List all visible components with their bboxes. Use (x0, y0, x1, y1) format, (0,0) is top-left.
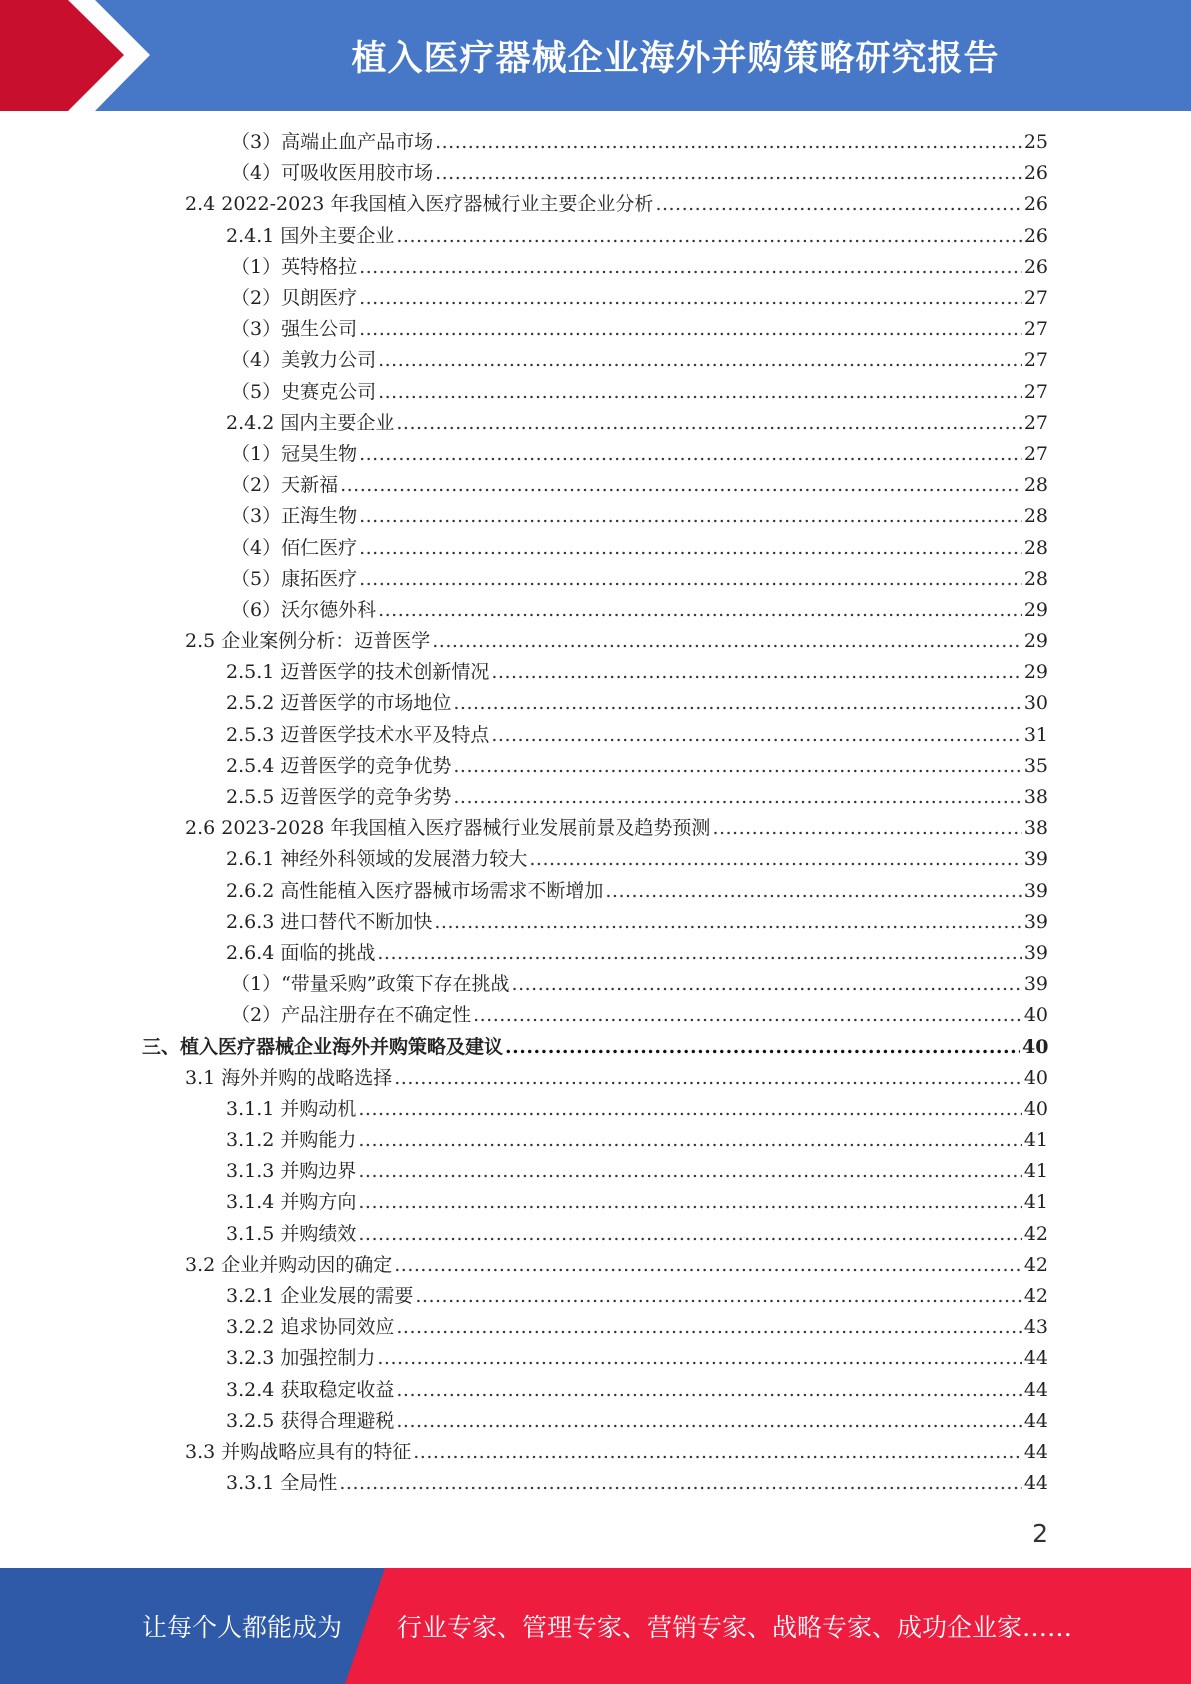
toc-entry[interactable] (0, 408, 1048, 439)
toc-entry[interactable] (0, 595, 1048, 626)
toc-entry-title: 2.4 2022-2023 年我国植入医疗器械行业主要企业分析 (185, 193, 654, 216)
toc-dot-leader (505, 1032, 1020, 1063)
toc-entry[interactable] (0, 1000, 1048, 1031)
toc-dot-leader (378, 345, 1022, 376)
toc-entry-page: 40 (1023, 1004, 1048, 1027)
toc-entry-page: 44 (1023, 1409, 1048, 1432)
toc-entry-page: 29 (1023, 661, 1048, 684)
report-footer (0, 1568, 1191, 1684)
toc-entry[interactable] (0, 1468, 1048, 1499)
toc-entry-page: 39 (1023, 848, 1048, 871)
toc-entry[interactable] (0, 626, 1048, 657)
toc-entry[interactable] (0, 782, 1048, 813)
toc-dot-leader (394, 1063, 1022, 1094)
toc-dot-leader (712, 813, 1021, 844)
header-arrow-decoration (0, 0, 160, 111)
footer-slogan-left: 让每个人都能成为 (142, 1613, 343, 1642)
toc-entry-page: 26 (1023, 255, 1048, 278)
toc-entry-title: 3.1.2 并购能力 (226, 1129, 357, 1152)
toc-entry-page: 42 (1023, 1222, 1048, 1245)
toc-dot-leader (491, 720, 1021, 751)
toc-entry-page: 27 (1023, 349, 1048, 372)
toc-entry[interactable] (0, 688, 1048, 719)
toc-entry-page: 38 (1023, 817, 1048, 840)
toc-entry-page: 44 (1023, 1440, 1048, 1463)
table-of-contents (0, 127, 1191, 1499)
toc-dot-leader (359, 314, 1022, 345)
toc-dot-leader (358, 1125, 1021, 1156)
toc-dot-leader (359, 439, 1022, 470)
toc-entry[interactable] (0, 564, 1048, 595)
toc-entry[interactable] (0, 189, 1048, 220)
toc-dot-leader (339, 1468, 1021, 1499)
toc-entry-page: 27 (1023, 318, 1048, 341)
toc-entry-page: 38 (1023, 786, 1048, 809)
toc-entry[interactable] (0, 1312, 1048, 1343)
toc-entry-page: 41 (1023, 1191, 1048, 1214)
toc-entry-title: 2.6.3 进口替代不断加快 (226, 910, 433, 933)
toc-entry-page: 44 (1023, 1347, 1048, 1370)
toc-entry[interactable] (0, 720, 1048, 751)
toc-dot-leader (453, 751, 1021, 782)
toc-entry[interactable] (0, 501, 1048, 532)
toc-dot-leader (434, 907, 1021, 938)
toc-entry[interactable] (0, 345, 1048, 376)
toc-entry-title: 3.1 海外并购的战略选择 (185, 1066, 393, 1089)
toc-entry[interactable] (0, 532, 1048, 563)
toc-entry-page: 40 (1023, 1066, 1048, 1089)
toc-dot-leader (378, 595, 1022, 626)
toc-entry-page: 41 (1023, 1160, 1048, 1183)
toc-entry[interactable] (0, 813, 1048, 844)
report-title: 植入医疗器械企业海外并购策略研究报告 (351, 38, 1000, 79)
toc-entry-page: 26 (1023, 162, 1048, 185)
toc-dot-leader (512, 969, 1022, 1000)
toc-entry-title: （3）强生公司 (231, 318, 358, 341)
toc-entry-title: 3.3 并购战略应具有的特征 (185, 1440, 412, 1463)
toc-entry[interactable] (0, 907, 1048, 938)
toc-dot-leader (358, 1156, 1021, 1187)
toc-entry-title: （4）可吸收医用胶市场 (231, 162, 434, 185)
toc-dot-leader (432, 626, 1022, 657)
toc-entry[interactable] (0, 657, 1048, 688)
toc-entry-title: 三、植入医疗器械企业海外并购策略及建议 (142, 1035, 504, 1058)
toc-entry-title: 3.3.1 全局性 (226, 1472, 338, 1495)
toc-entry-title: 2.6.1 神经外科领域的发展潜力较大 (226, 848, 528, 871)
toc-entry-page: 29 (1023, 598, 1048, 621)
toc-entry[interactable] (0, 938, 1048, 969)
toc-entry[interactable] (0, 1281, 1048, 1312)
toc-dot-leader (358, 1187, 1021, 1218)
toc-entry-page: 28 (1023, 567, 1048, 590)
report-header (0, 0, 1191, 111)
toc-entry[interactable] (0, 1250, 1048, 1281)
toc-entry-title: （4）美敦力公司 (231, 349, 377, 372)
toc-entry-title: 3.2.1 企业发展的需要 (226, 1285, 414, 1308)
toc-entry-page: 40 (1022, 1035, 1049, 1058)
toc-entry-page: 43 (1023, 1316, 1048, 1339)
toc-entry[interactable] (0, 1094, 1048, 1125)
toc-entry[interactable] (0, 1125, 1048, 1156)
toc-entry-page: 27 (1023, 411, 1048, 434)
toc-entry[interactable] (0, 1375, 1048, 1406)
toc-entry-page: 39 (1023, 910, 1048, 933)
toc-dot-leader (529, 844, 1021, 875)
toc-entry-title: 3.2.4 获取稳定收益 (226, 1378, 395, 1401)
toc-entry-page: 27 (1023, 380, 1048, 403)
toc-dot-leader (378, 377, 1022, 408)
toc-entry-page: 29 (1023, 630, 1048, 653)
toc-entry-page: 28 (1023, 536, 1048, 559)
toc-entry[interactable] (0, 127, 1048, 158)
toc-entry-title: （6）沃尔德外科 (231, 598, 377, 621)
toc-entry-page: 42 (1023, 1253, 1048, 1276)
toc-entry-page: 44 (1023, 1378, 1048, 1401)
toc-entry-page: 44 (1023, 1472, 1048, 1495)
toc-entry-title: （2）天新福 (231, 474, 339, 497)
toc-entry[interactable] (0, 751, 1048, 782)
toc-entry-page: 40 (1023, 1097, 1048, 1120)
toc-entry-page: 26 (1023, 224, 1048, 247)
toc-dot-leader (358, 1219, 1021, 1250)
toc-dot-leader (655, 189, 1021, 220)
toc-entry-page: 30 (1023, 692, 1048, 715)
toc-entry-title: 2.5.1 迈普医学的技术创新情况 (226, 661, 490, 684)
toc-entry-page: 35 (1023, 754, 1048, 777)
toc-entry-title: （3）高端止血产品市场 (231, 131, 434, 154)
toc-dot-leader (435, 158, 1022, 189)
toc-entry-title: 3.2.3 加强控制力 (226, 1347, 376, 1370)
toc-entry-title: 3.1.5 并购绩效 (226, 1222, 357, 1245)
toc-entry-title: （4）佰仁医疗 (231, 536, 358, 559)
toc-entry-page: 31 (1023, 723, 1048, 746)
toc-entry-page: 25 (1023, 131, 1048, 154)
toc-entry[interactable] (0, 283, 1048, 314)
toc-entry-title: 3.2 企业并购动因的确定 (185, 1253, 393, 1276)
toc-entry[interactable] (0, 844, 1048, 875)
toc-dot-leader (377, 1343, 1021, 1374)
toc-dot-leader (605, 876, 1021, 907)
toc-entry[interactable] (0, 1187, 1048, 1218)
toc-dot-leader (359, 564, 1022, 595)
toc-entry-page: 27 (1023, 442, 1048, 465)
toc-entry-title: 2.5 企业案例分析：迈普医学 (185, 630, 431, 653)
toc-entry-title: 2.5.5 迈普医学的竞争劣势 (226, 786, 452, 809)
toc-entry-title: （1）英特格拉 (231, 255, 358, 278)
toc-entry-title: 3.1.1 并购动机 (226, 1097, 357, 1120)
toc-entry-title: （2）产品注册存在不确定性 (231, 1004, 472, 1027)
toc-entry[interactable] (0, 1343, 1048, 1374)
toc-dot-leader (359, 501, 1022, 532)
toc-entry-title: 2.4.1 国外主要企业 (226, 224, 395, 247)
toc-entry-title: 2.4.2 国内主要企业 (226, 411, 395, 434)
toc-dot-leader (453, 782, 1021, 813)
toc-entry[interactable] (0, 1156, 1048, 1187)
toc-entry-page: 39 (1023, 941, 1048, 964)
toc-dot-leader (396, 1375, 1021, 1406)
toc-entry-page: 42 (1023, 1285, 1048, 1308)
toc-entry[interactable] (0, 158, 1048, 189)
toc-dot-leader (396, 1312, 1021, 1343)
toc-entry[interactable] (0, 1406, 1048, 1437)
toc-dot-leader (396, 408, 1021, 439)
toc-entry-page: 41 (1023, 1129, 1048, 1152)
toc-dot-leader (359, 252, 1022, 283)
toc-dot-leader (491, 657, 1021, 688)
toc-entry[interactable] (0, 876, 1048, 907)
toc-entry[interactable] (0, 470, 1048, 501)
toc-entry-title: 2.6.4 面临的挑战 (226, 941, 376, 964)
toc-entry-title: （2）贝朗医疗 (231, 287, 358, 310)
toc-dot-leader (358, 1094, 1021, 1125)
toc-entry-title: （5）康拓医疗 (231, 567, 358, 590)
toc-entry[interactable] (0, 1219, 1048, 1250)
toc-entry[interactable] (0, 1031, 1048, 1062)
toc-dot-leader (340, 470, 1022, 501)
toc-dot-leader (435, 127, 1022, 158)
toc-dot-leader (396, 1406, 1021, 1437)
toc-entry-title: 2.6 2023-2028 年我国植入医疗器械行业发展前景及趋势预测 (185, 817, 711, 840)
toc-entry-title: （1）冠昊生物 (231, 442, 358, 465)
toc-entry-page: 28 (1023, 505, 1048, 528)
toc-entry[interactable] (0, 969, 1048, 1000)
toc-entry-title: 3.2.2 追求协同效应 (226, 1316, 395, 1339)
toc-dot-leader (396, 221, 1021, 252)
toc-dot-leader (394, 1250, 1022, 1281)
toc-dot-leader (359, 533, 1022, 564)
toc-dot-leader (359, 283, 1022, 314)
toc-entry-page: 39 (1023, 973, 1048, 996)
page-number: 2 (1032, 1519, 1048, 1548)
footer-slogan-right: 行业专家、管理专家、营销专家、战略专家、成功企业家…… (397, 1613, 1073, 1642)
toc-entry-title: 2.5.4 迈普医学的竞争优势 (226, 754, 452, 777)
toc-entry[interactable] (0, 1437, 1048, 1468)
toc-entry[interactable] (0, 252, 1048, 283)
toc-dot-leader (453, 688, 1021, 719)
toc-entry-title: 3.1.3 并购边界 (226, 1160, 357, 1183)
toc-dot-leader (415, 1281, 1021, 1312)
toc-entry-page: 28 (1023, 474, 1048, 497)
toc-entry[interactable] (0, 439, 1048, 470)
toc-entry-title: （5）史赛克公司 (231, 380, 377, 403)
toc-entry[interactable] (0, 1063, 1048, 1094)
toc-entry-title: 2.5.2 迈普医学的市场地位 (226, 692, 452, 715)
toc-dot-leader (413, 1437, 1022, 1468)
toc-entry[interactable] (0, 377, 1048, 408)
toc-dot-leader (377, 938, 1021, 969)
toc-dot-leader (473, 1000, 1022, 1031)
toc-entry-title: （3）正海生物 (231, 505, 358, 528)
toc-entry[interactable] (0, 221, 1048, 252)
toc-entry-title: 2.5.3 迈普医学技术水平及特点 (226, 723, 490, 746)
toc-entry-page: 27 (1023, 287, 1048, 310)
toc-entry-page: 39 (1023, 879, 1048, 902)
toc-entry-page: 26 (1023, 193, 1048, 216)
toc-entry-title: 3.1.4 并购方向 (226, 1191, 357, 1214)
toc-entry-title: 3.2.5 获得合理避税 (226, 1409, 395, 1432)
toc-entry-title: 2.6.2 高性能植入医疗器械市场需求不断增加 (226, 879, 604, 902)
toc-entry[interactable] (0, 314, 1048, 345)
toc-entry-title: （1）“带量采购”政策下存在挑战 (231, 973, 510, 996)
